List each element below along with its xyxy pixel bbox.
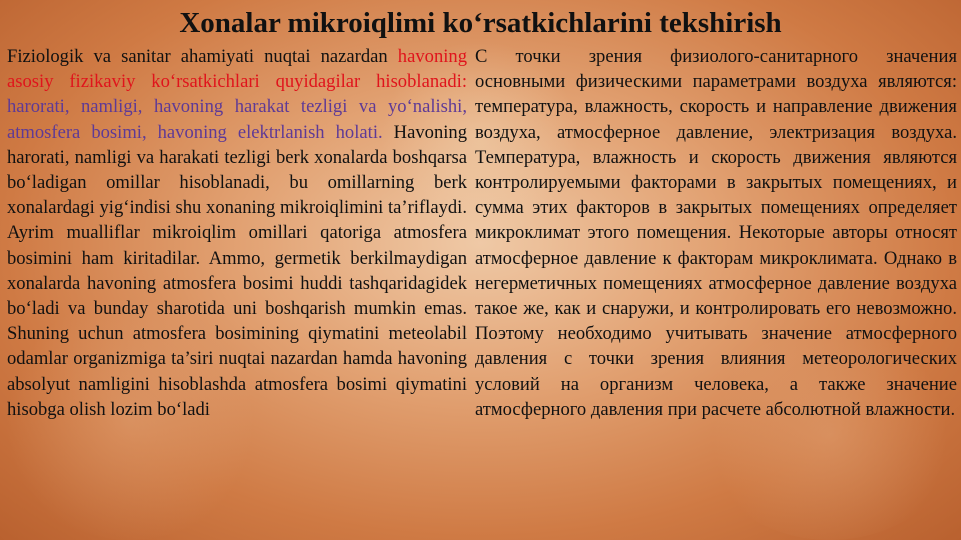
russian-text-column [475,44,957,422]
highlighted-text-purple: harorati, namligi, havoning harakat tezligi va yo‘nalishi, atmosfera bosimi, havoning elektrlanish holati. [7,96,467,143]
slide-title: Xonalar mikroiqlimi ko‘rsatkichlarini tekshirish [179,7,782,39]
text-segment: Fiziologik va sanitar ahamiyati nuqtai nazardan [7,46,398,67]
uzbek-text-column [7,44,467,422]
text-segment: С точки зрения физиолого-санитарного значения основными физическими параметрами воздуха являются: температура, влажность, скорость и направление движения воздуха, атмосферное давление, электризация воздуха. Температура, влажность и скорость движения являются контролируемыми факторами в закрытых помещениях, и сумма этих факторов в закрытых помещениях определяет микроклимат этого помещения. Некоторые авторы относят атмосферное давление к факторам микроклимата. Однако в негерметичных помещениях атмосферное давление воздуха такое же, как и снаружи, и контролировать его невозможно. Поэтому необходимо учитывать значение атмосферного давления с точки зрения влияния метеорологических условий на организм человека, а также значение атмосферного давления при расчете абсолютной влажности. [475,46,957,420]
text-segment: Havoning harorati, namligi va harakati tezligi berk xonalarda boshqarsa bo‘ladigan omillar hisoblanadi, bu omillarning berk xonalardagi yig‘indisi shu xonaning mikroiqlimini ta’riflaydi. Ayrim mualliflar mikroiqlim omillari qatoriga atmosfera bosimini ham kiritadilar. Ammo, germetik berkilmaydigan xonalarda havoning atmosfera bosimi huddi tashqaridagidek bo‘ladi va bunday sharotida uni boshqarish mumkin emas. Shuning uchun atmosfera bosimining qiymatini meteolabil odamlar organizmiga ta’siri nuqtai nazardan hamda havoning absolyut namligini hisoblashda atmosfera bosimi qiymatini hisobga olish lozim bo‘ladi [7,121,468,420]
highlighted-text-red: havoning asosiy fizikaviy ko‘rsatkichlari quyidagilar hisoblanadi: [7,46,467,93]
